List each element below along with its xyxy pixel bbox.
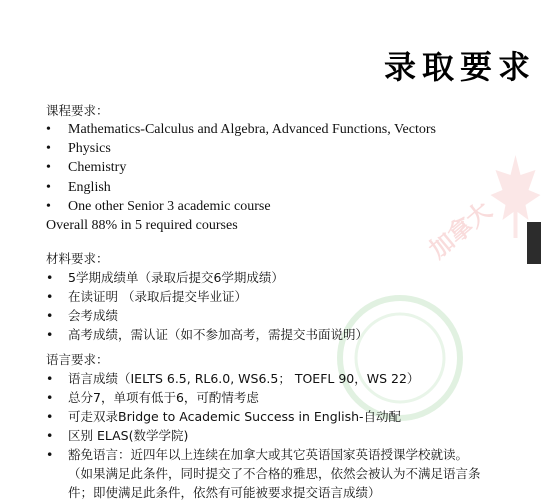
list-item: • 区别 ELAS(数学学院) [46, 426, 486, 445]
overall-requirement: Overall 88% in 5 required courses [46, 218, 238, 234]
language-list [46, 369, 486, 502]
material-requirements-section [46, 249, 368, 344]
list-item: • English [46, 178, 436, 197]
list-item: • 5学期成绩单（录取后提交6学期成绩） [46, 268, 368, 287]
list-item: • 豁免语言：近四年以上连续在加拿大或其它英语国家英语授课学校就读。（如果满足此条件，同时提交了不合格的雅思，依然会被认为不满足语言条件；即使满足此条件，依然有可能被要求提交语言成绩） [46, 445, 486, 502]
list-item: • One other Senior 3 academic course [46, 197, 436, 216]
list-item: • 可走双录Bridge to Academic Success in English-自动配 [46, 407, 486, 426]
list-item: • Physics [46, 139, 436, 158]
watermark-text: 加拿大 [423, 196, 498, 265]
list-item: • Mathematics-Calculus and Algebra, Advanced Functions, Vectors [46, 120, 436, 139]
list-item: • 在读证明 （录取后提交毕业证） [46, 287, 368, 306]
list-item: • Chemistry [46, 158, 436, 177]
course-requirements-heading: 课程要求： [46, 103, 109, 118]
course-list [46, 120, 436, 216]
page-title: 录取要求 [384, 48, 537, 86]
photo-fragment [527, 222, 541, 264]
list-item: • 总分7，单项有低于6，可酌情考虑 [46, 388, 486, 407]
list-item: • 会考成绩 [46, 306, 368, 325]
material-requirements-heading: 材料要求： [46, 251, 109, 266]
list-item: • 高考成绩，需认证（如不参加高考，需提交书面说明） [46, 325, 368, 344]
course-requirements-section [46, 101, 436, 235]
list-item: • 语言成绩（IELTS 6.5, RL6.0, WS6.5； TOEFL 90，WS 22） [46, 369, 486, 388]
material-list [46, 268, 368, 344]
language-requirements-heading: 语言要求： [46, 352, 109, 367]
language-requirements-section [46, 350, 486, 502]
